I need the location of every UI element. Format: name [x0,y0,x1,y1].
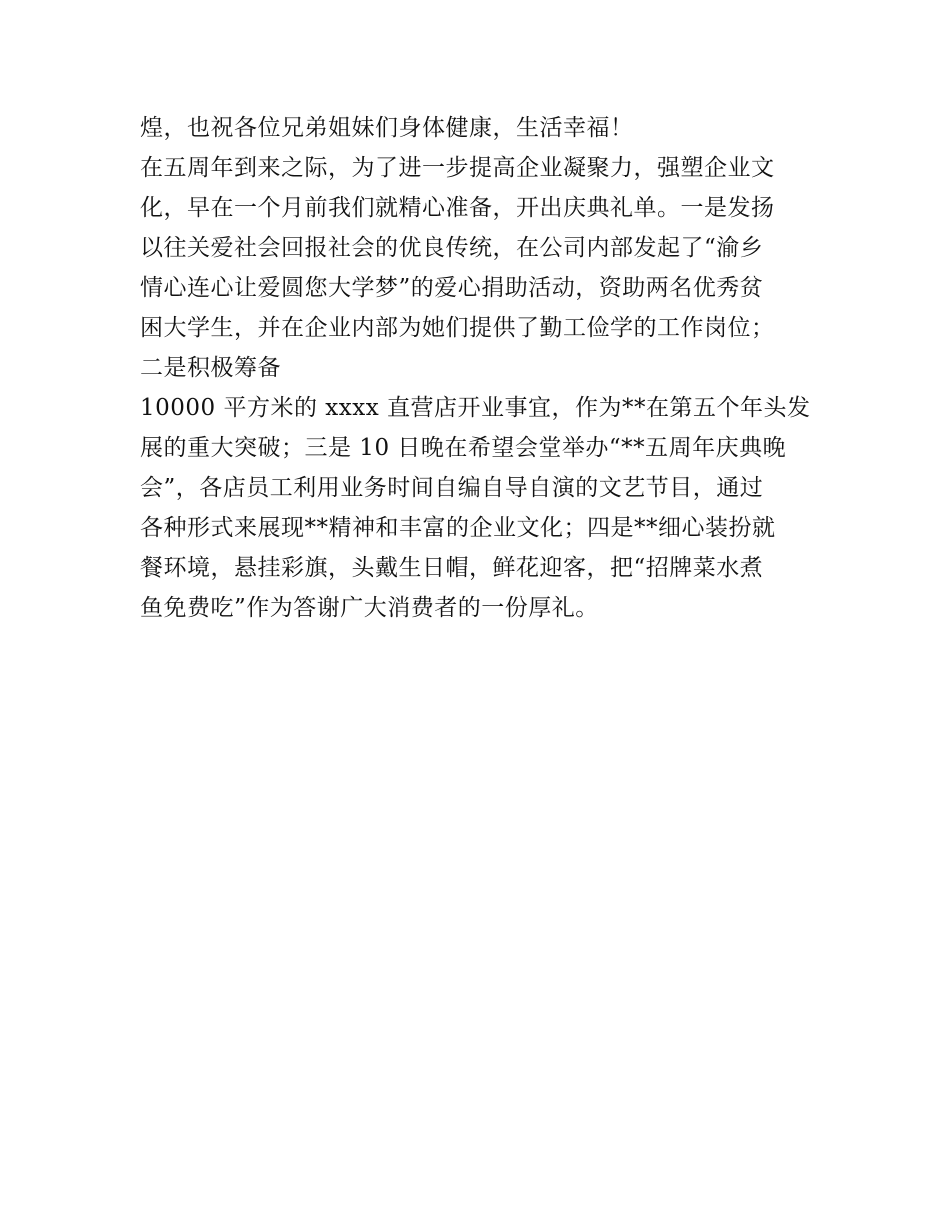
text-line: 情心连心让爱圆您大学梦”的爱心捐助活动，资助两名优秀贫 [140,275,764,301]
text-line: 展的重大突破；三是 10 日晚在希望会堂举办“**五周年庆典晚 [140,435,787,461]
text-line: 会”，各店员工利用业务时间自编自导自演的文艺节目，通过 [140,475,764,501]
text-line: 化，早在一个月前我们就精心准备，开出庆典礼单。一是发扬 [140,195,775,221]
body-text [140,108,820,628]
text-line: 鱼免费吃”作为答谢广大消费者的一份厚礼。 [140,595,599,621]
text-line: 困大学生，并在企业内部为她们提供了勤工俭学的工作岗位； [140,315,775,341]
text-line: 二是积极筹备 [140,355,281,381]
text-line: 煌，也祝各位兄弟姐妹们身体健康，生活幸福！ [140,115,634,141]
text-line: 餐环境，悬挂彩旗，头戴生日帽，鲜花迎客，把“招牌菜水煮 [140,555,764,581]
text-line: 以往关爱社会回报社会的优良传统，在公司内部发起了“渝乡 [140,235,764,261]
text-line: 10000 平方米的 xxxx 直营店开业事宜，作为**在第五个年头发 [140,395,811,421]
text-line: 在五周年到来之际，为了进一步提高企业凝聚力，强塑企业文 [140,155,775,181]
text-line: 各种形式来展现**精神和丰富的企业文化；四是**细心装扮就 [140,515,776,541]
